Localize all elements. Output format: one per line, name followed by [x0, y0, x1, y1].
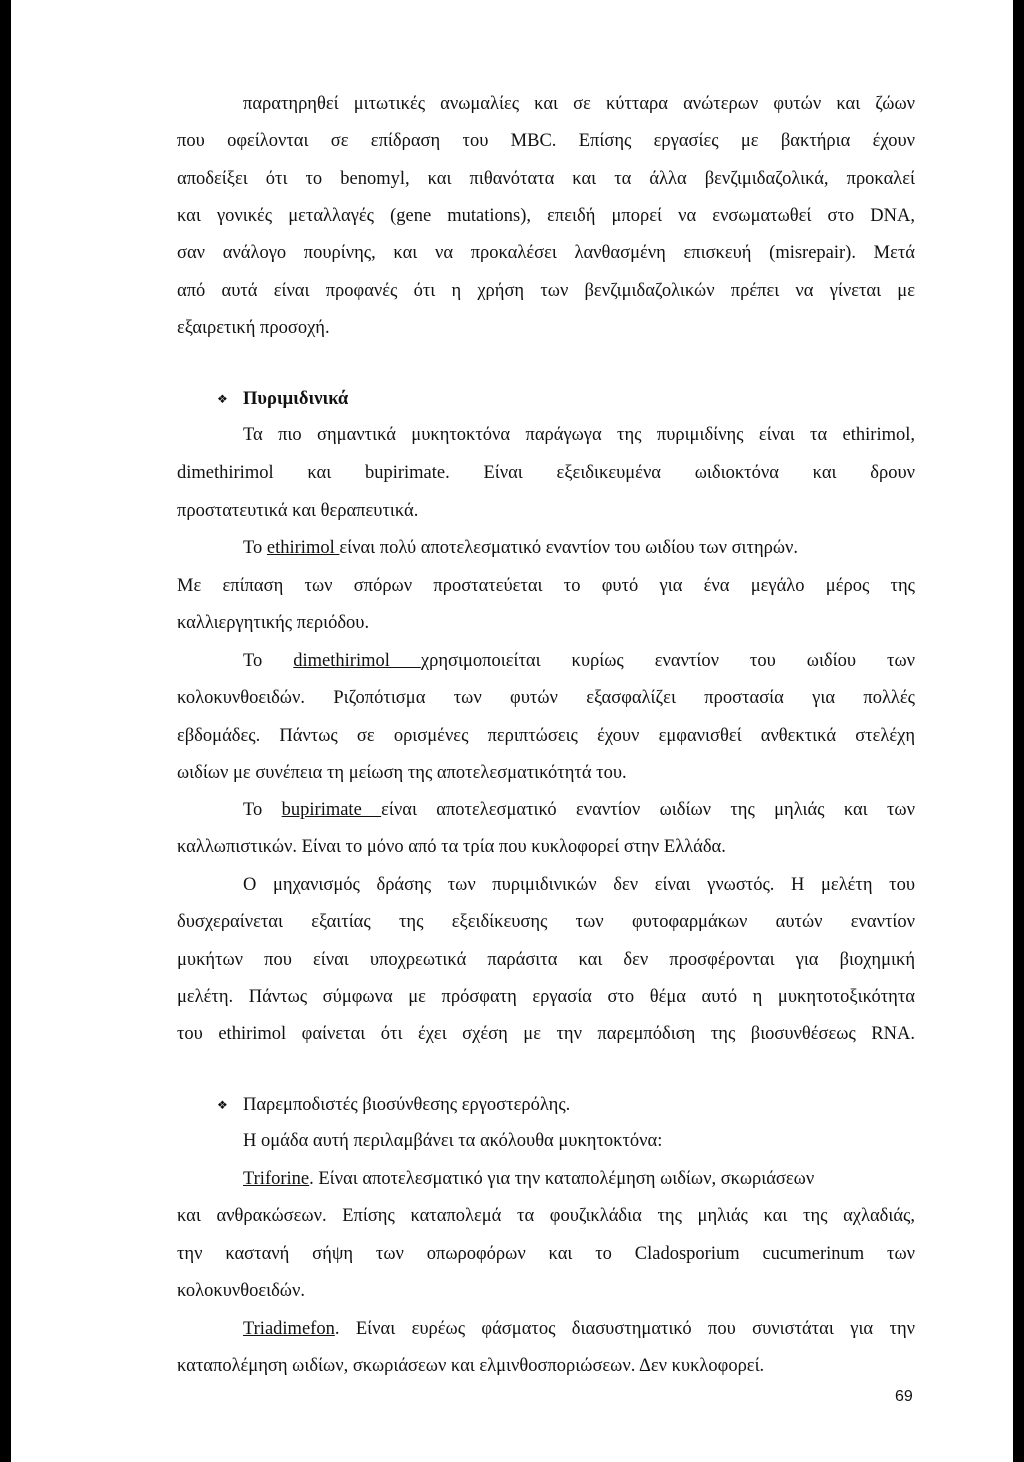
triforine-rest: . Είναι αποτελεσματικό για την καταπολέμηση ωιδίων, σκωριάσεων [309, 1169, 815, 1189]
ethirimol-line-1 [243, 537, 915, 559]
triadimefon-rest: . Είναι ευρέως φάσματος διασυστηματικό που συνιστάται για την [334, 1319, 915, 1339]
mechanism-line-5: του ethirimol φαίνεται ότι έχει σχέση με την παρεμπόδιση της βιοσυνθέσεως RNA. [177, 1024, 915, 1044]
ethirimol-line-2: Με επίπαση των σπόρων προστατεύεται το φυτό για ένα μεγάλο μέρος της [177, 576, 915, 596]
paragraph-1-line-1: παρατηρηθεί μιτωτικές ανωμαλίες και σε κύτταρα ανώτερων φυτών και ζώων [243, 94, 915, 114]
dimethirimol-line-1 [243, 650, 915, 672]
pyrimidines-intro-line-3: προστατευτικά και θεραπευτικά. [177, 501, 419, 521]
mechanism-line-2: δυσχεραίνεται εξαιτίας της εξειδίκευσης των φυτοφαρμάκων αυτών εναντίον [177, 912, 915, 932]
ethirimol-term: ethirimol [266, 538, 340, 558]
mechanism-line-4: μελέτη. Πάντως σύμφωνα με πρόσφατη εργασία στο θέμα αυτό η μυκητοτοξικότητα [177, 987, 915, 1007]
dimethirimol-line-2: κολοκυνθοειδών. Ριζοπότισμα των φυτών εξασφαλίζει προστασία για πολλές [177, 688, 915, 708]
triforine-line-4: κολοκυνθοειδών. [177, 1281, 305, 1301]
paragraph-1-line-4: και γονικές μεταλλαγές (gene mutations), επειδή μπορεί να ενσωματωθεί στο DNA, [177, 206, 915, 226]
pyrimidines-intro-line-1: Τα πιο σημαντικά μυκητοκτόνα παράγωγα της πυριμιδίνης είναι τα ethirimol, [243, 425, 915, 445]
document-page [11, 0, 1013, 1462]
mechanism-line-1: Ο μηχανισμός δράσης των πυριμιδινικών δεν είναι γνωστός. Η μελέτη του [243, 875, 915, 895]
ethirimol-rest: είναι πολύ αποτελεσματικό εναντίον του ωιδίου των σιτηρών. [339, 538, 799, 558]
bupirimate-term: bupirimate [281, 800, 382, 820]
ethirimol-lead: Το [243, 538, 267, 558]
page-number: 69 [895, 1388, 913, 1405]
bupirimate-rest: είναι αποτελεσματικό εναντίον ωιδίων της μηλιάς και των [381, 800, 915, 820]
bupirimate-line-1 [243, 799, 915, 821]
dimethirimol-line-3: εβδομάδες. Πάντως σε ορισμένες περιπτώσεις έχουν εμφανισθεί ανθεκτικά στελέχη [177, 726, 915, 746]
mechanism-line-3: μυκήτων που είναι υποχρεωτικά παράσιτα και δεν προσφέρονται για βιοχημική [177, 950, 915, 970]
paragraph-1-line-6: από αυτά είναι προφανές ότι η χρήση των βενζιμιδαζολικών πρέπει να γίνεται με [177, 281, 915, 301]
ergosterol-intro: Η ομάδα αυτή περιλαμβάνει τα ακόλουθα μυκητοκτόνα: [243, 1131, 663, 1151]
paragraph-1-line-3: αποδείξει ότι το benomyl, και πιθανότατα και τα άλλα βενζιμιδαζολικά, προκαλεί [177, 169, 915, 189]
section-heading-pyrimidines: Πυριμιδινικά [243, 389, 349, 409]
paragraph-1-line-2: που οφείλονται σε επίδραση του MBC. Επίσης εργασίες με βακτήρια έχουν [177, 131, 915, 151]
ethirimol-line-3: καλλιεργητικής περιόδου. [177, 613, 370, 633]
triadimefon-line-1 [243, 1318, 915, 1340]
triforine-line-3: την καστανή σήψη των οπωροφόρων και το Cladosporium cucumerinum των [177, 1244, 915, 1264]
triadimefon-term: Triadimefon [243, 1319, 335, 1339]
bullet-diamond-icon: ❖ [217, 1098, 227, 1112]
dimethirimol-rest: χρησιμοποιείται κυρίως εναντίον του ωιδίου των [420, 651, 915, 671]
triforine-line-2: και ανθρακώσεων. Επίσης καταπολεμά τα φουζικλάδια της μηλιάς και της αχλαδιάς, [177, 1206, 915, 1226]
pyrimidines-intro-line-2: dimethirimol και bupirimate. Είναι εξειδικευμένα ωιδιοκτόνα και δρουν [177, 463, 915, 483]
triforine-line-1 [243, 1168, 915, 1190]
section-heading-ergosterol: Παρεμποδιστές βιοσύνθεσης εργοστερόλης. [243, 1095, 571, 1115]
dimethirimol-lead: Το [243, 651, 294, 671]
dimethirimol-line-4: ωιδίων με συνέπεια τη μείωση της αποτελεσματικότητά του. [177, 763, 627, 783]
bupirimate-line-2: καλλωπιστικών. Είναι το μόνο από τα τρία που κυκλοφορεί στην Ελλάδα. [177, 837, 726, 857]
paragraph-1-line-7: εξαιρετική προσοχή. [177, 318, 330, 338]
triadimefon-line-2: καταπολέμηση ωιδίων, σκωριάσεων και ελμινθοσποριώσεων. Δεν κυκλοφορεί. [177, 1356, 765, 1376]
paragraph-1-line-5: σαν ανάλογο πουρίνης, και να προκαλέσει λανθασμένη επισκευή (misrepair). Μετά [177, 243, 915, 263]
bupirimate-lead: Το [243, 800, 282, 820]
dimethirimol-term: dimethirimol [293, 651, 421, 671]
bullet-diamond-icon: ❖ [217, 392, 227, 406]
triforine-term: Triforine [243, 1169, 310, 1189]
